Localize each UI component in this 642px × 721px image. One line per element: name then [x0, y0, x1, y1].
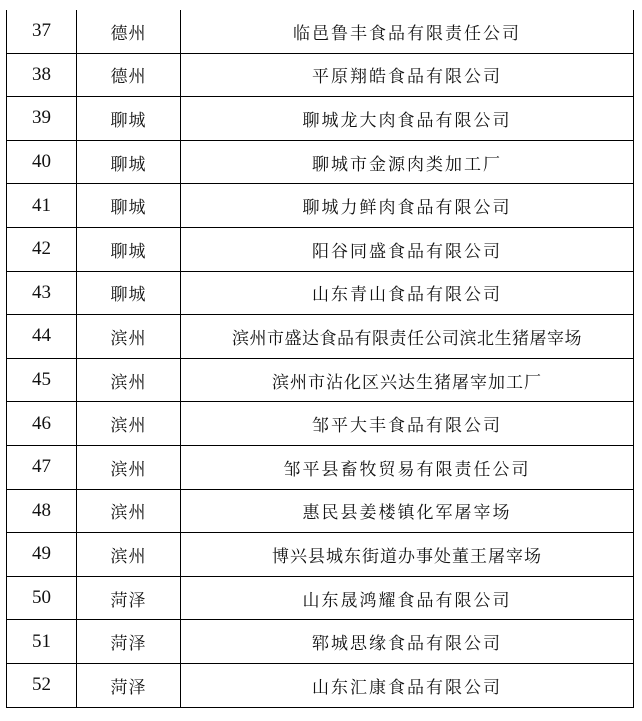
row-number-cell: 50	[7, 576, 77, 620]
city-cell: 滨州	[77, 445, 181, 489]
table-row	[7, 620, 634, 664]
company-name-cell: 邹平县畜牧贸易有限责任公司	[181, 445, 634, 489]
table-row	[7, 184, 634, 228]
table-row	[7, 140, 634, 184]
city-cell: 菏泽	[77, 663, 181, 707]
company-name-cell: 博兴县城东街道办事处董王屠宰场	[181, 533, 634, 577]
row-number-cell: 44	[7, 315, 77, 359]
company-name-cell: 滨州市盛达食品有限责任公司滨北生猪屠宰场	[181, 315, 634, 359]
company-name-cell: 阳谷同盛食品有限公司	[181, 227, 634, 271]
city-cell: 滨州	[77, 358, 181, 402]
row-number-cell: 47	[7, 445, 77, 489]
row-number-cell: 46	[7, 402, 77, 446]
company-name-cell: 平原翔皓食品有限公司	[181, 53, 634, 97]
city-cell: 聊城	[77, 140, 181, 184]
city-cell: 聊城	[77, 184, 181, 228]
city-cell: 德州	[77, 10, 181, 53]
table-row	[7, 533, 634, 577]
table-row	[7, 227, 634, 271]
table-row	[7, 271, 634, 315]
city-cell: 菏泽	[77, 620, 181, 664]
company-name-cell: 聊城力鲜肉食品有限公司	[181, 184, 634, 228]
row-number-cell: 41	[7, 184, 77, 228]
table-row	[7, 10, 634, 53]
row-number-cell: 52	[7, 663, 77, 707]
city-cell: 菏泽	[77, 576, 181, 620]
city-cell: 滨州	[77, 489, 181, 533]
table-row	[7, 402, 634, 446]
row-number-cell: 51	[7, 620, 77, 664]
table-row	[7, 576, 634, 620]
table-row	[7, 315, 634, 359]
table-row	[7, 97, 634, 141]
table-body	[7, 10, 634, 707]
table-row	[7, 489, 634, 533]
company-name-cell: 临邑鲁丰食品有限责任公司	[181, 10, 634, 53]
row-number-cell: 43	[7, 271, 77, 315]
row-number-cell: 37	[7, 10, 77, 53]
table-row	[7, 358, 634, 402]
table-row	[7, 445, 634, 489]
company-name-cell: 邹平大丰食品有限公司	[181, 402, 634, 446]
slaughterhouse-table-container	[6, 10, 634, 708]
city-cell: 聊城	[77, 97, 181, 141]
company-name-cell: 滨州市沾化区兴达生猪屠宰加工厂	[181, 358, 634, 402]
row-number-cell: 39	[7, 97, 77, 141]
city-cell: 德州	[77, 53, 181, 97]
city-cell: 滨州	[77, 402, 181, 446]
row-number-cell: 48	[7, 489, 77, 533]
row-number-cell: 40	[7, 140, 77, 184]
company-name-cell: 惠民县姜楼镇化军屠宰场	[181, 489, 634, 533]
company-name-cell: 山东晟鸿耀食品有限公司	[181, 576, 634, 620]
city-cell: 聊城	[77, 227, 181, 271]
city-cell: 滨州	[77, 315, 181, 359]
row-number-cell: 42	[7, 227, 77, 271]
row-number-cell: 49	[7, 533, 77, 577]
table-row	[7, 663, 634, 707]
city-cell: 滨州	[77, 533, 181, 577]
row-number-cell: 38	[7, 53, 77, 97]
slaughterhouse-table	[6, 10, 634, 708]
company-name-cell: 聊城市金源肉类加工厂	[181, 140, 634, 184]
company-name-cell: 山东青山食品有限公司	[181, 271, 634, 315]
company-name-cell: 山东汇康食品有限公司	[181, 663, 634, 707]
table-row	[7, 53, 634, 97]
row-number-cell: 45	[7, 358, 77, 402]
company-name-cell: 郓城思缘食品有限公司	[181, 620, 634, 664]
company-name-cell: 聊城龙大肉食品有限公司	[181, 97, 634, 141]
city-cell: 聊城	[77, 271, 181, 315]
